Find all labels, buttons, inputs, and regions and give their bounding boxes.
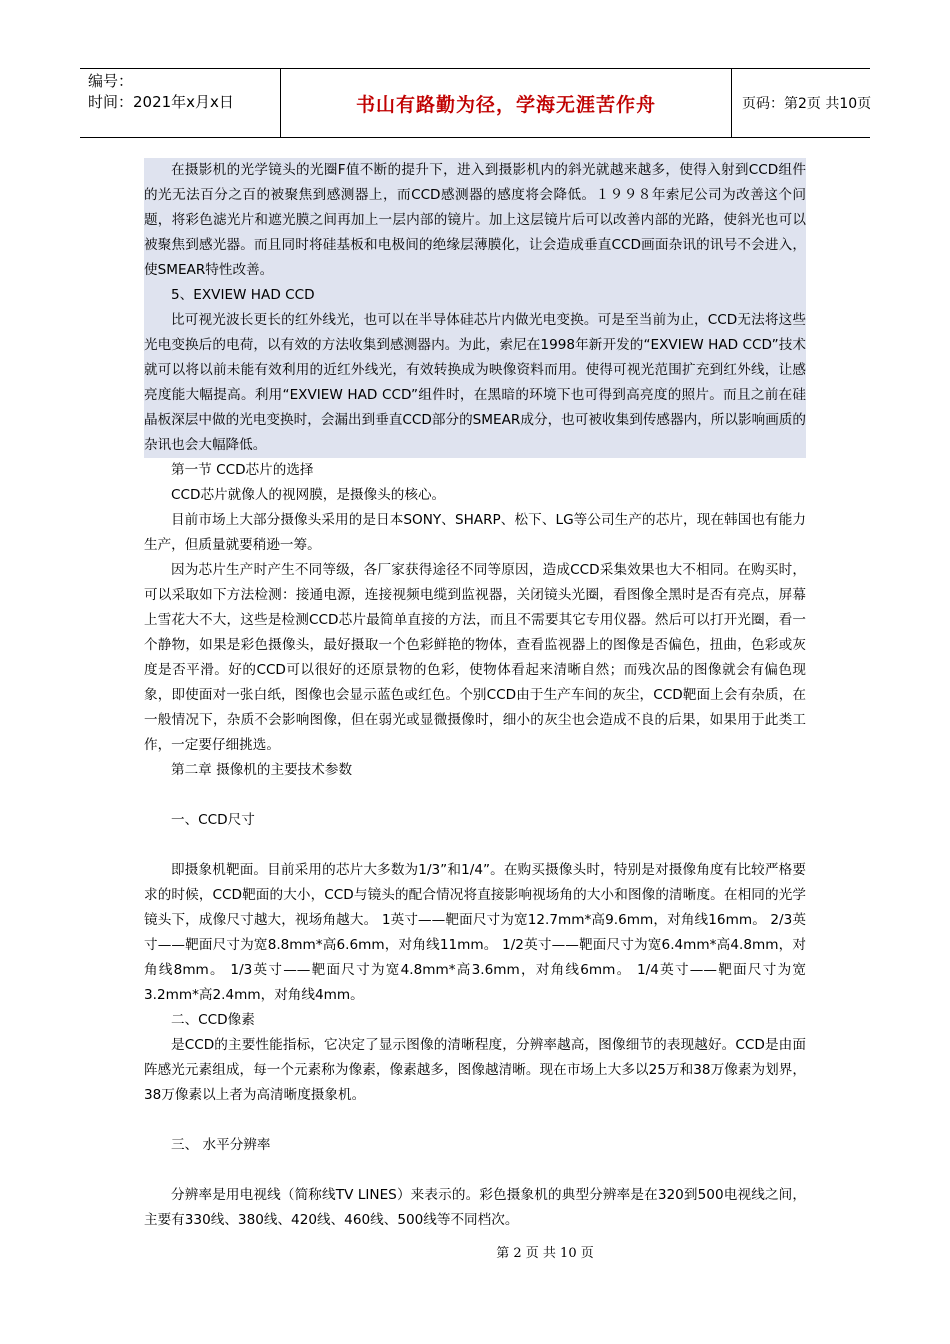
paragraph: 是CCD的主要性能指标，它决定了显示图像的清晰程度，分辨率越高，图像细节的表现越好。CCD是由面阵感光元素组成，每一个元素称为像素，像素越多，图像越清晰。现在市场上大多以25万和38万像素为划界，38万像素以上者为高清晰度摄象机。 [144, 1037, 806, 1103]
paragraph: CCD芯片就像人的视网膜，是摄像头的核心。 [171, 487, 446, 503]
header-motto: 书山有路勤为径，学海无涯苦作舟 [280, 69, 732, 137]
section-heading: 三、 水平分辨率 [171, 1137, 271, 1153]
page-footer [0, 1242, 950, 1261]
number-label: 编号： [88, 72, 134, 90]
paragraph: 分辨率是用电视线（简称线TV LINES）来表示的。彩色摄象机的典型分辨率是在320到500电视线之间，主要有330线、380线、420线、460线、500线等不同档次。 [144, 1187, 806, 1228]
time-label: 时间：2021年x月x日 [88, 93, 234, 111]
section-heading: 第一节 CCD芯片的选择 [171, 462, 314, 478]
paragraph: 即摄象机靶面。目前采用的芯片大多数为1/3”和1/4”。在购买摄像头时，特别是对摄像角度有比较严格要求的时候，CCD靶面的大小，CCD与镜头的配合情况将直接影响视场角的大小和图像的清晰度。在相同的光学镜头下，成像尺寸越大，视场角越大。 1英寸——靶面尺寸为宽12.7mm*高9.6mm，对角线16mm。 2/3英寸——靶面尺寸为宽8.8mm*高6.6mm，对角线11mm。 1/2英寸——靶面尺寸为宽6.4mm*高4.8mm，对角线8mm。 1/3英寸——靶面尺寸为宽4.8mm*高3.6mm，对角线6mm。 1/4英寸——靶面尺寸为宽3.2mm*高2.4mm，对角线4mm。 [144, 862, 806, 1003]
section-heading: 一、CCD尺寸 [171, 812, 255, 828]
section-heading: 二、CCD像素 [171, 1012, 255, 1028]
paragraph: 比可视光波长更长的红外线光，也可以在半导体硅芯片内做光电变换。可是至当前为止，CCD无法将这些光电变换后的电荷，以有效的方法收集到感测器内。为此，索尼在1998年新开发的“EXVIEW HAD CCD”技术就可以将以前未能有效利用的近红外线光，有效转换成为映像资料而用。使得可视光范围扩充到红外线，让感亮度能大幅提高。利用“EXVIEW HAD CCD”组件时，在黑暗的环境下也可得到高亮度的照片。而且之前在硅晶板深层中做的光电变换时，会漏出到垂直CCD部分的SMEAR成分，也可被收集到传感器内，所以影响画质的杂讯也会大幅降低。 [144, 312, 806, 453]
paragraph: 在摄影机的光学镜头的光圈F值不断的提升下，进入到摄影机内的斜光就越来越多，使得入射到CCD组件的光无法百分之百的被聚焦到感测器上，而CCD感测器的感度将会降低。１９９８年索尼公司为改善这个问题，将彩色滤光片和遮光膜之间再加上一层内部的镜片。加上这层镜片后可以改善内部的光路，使斜光也可以被聚焦到感光器。而且同时将硅基板和电极间的绝缘层薄膜化，让会造成垂直CCD画面杂讯的讯号不会进入，使SMEAR特性改善。 [144, 162, 806, 278]
header-meta [80, 69, 280, 137]
highlighted-section [144, 158, 806, 458]
header-page-info: 页码：第2页 共10页 [742, 96, 872, 112]
page-header [80, 68, 870, 138]
paragraph: 目前市场上大部分摄像头采用的是日本SONY、SHARP、松下、LG等公司生产的芯片，现在韩国也有能力生产，但质量就要稍逊一筹。 [144, 512, 806, 553]
chapter-heading: 第二章 摄像机的主要技术参数 [171, 762, 353, 778]
footer-page-number: 第 2 页 共 10 页 [496, 1246, 594, 1261]
paragraph: 因为芯片生产时产生不同等级，各厂家获得途径不同等原因，造成CCD采集效果也大不相同。在购买时，可以采取如下方法检测：接通电源，连接视频电缆到监视器，关闭镜头光圈，看图像全黑时是否有亮点，屏幕上雪花大不大，这些是检测CCD芯片最简单直接的方法，而且不需要其它专用仪器。然后可以打开光圈，看一个静物，如果是彩色摄像头，最好摄取一个色彩鲜艳的物体，查看监视器上的图像是否偏色，扭曲，色彩或灰度是否平滑。好的CCD可以很好的还原景物的色彩，使物体看起来清晰自然；而残次品的图像就会有偏色现象，即使面对一张白纸，图像也会显示蓝色或红色。个别CCD由于生产车间的灰尘，CCD靶面上会有杂质，在一般情况下，杂质不会影响图像，但在弱光或显微摄像时，细小的灰尘也会造成不良的后果，如果用于此类工作，一定要仔细挑选。 [144, 562, 806, 753]
document-body [144, 158, 806, 1233]
section-heading: 5、EXVIEW HAD CCD [171, 287, 315, 303]
